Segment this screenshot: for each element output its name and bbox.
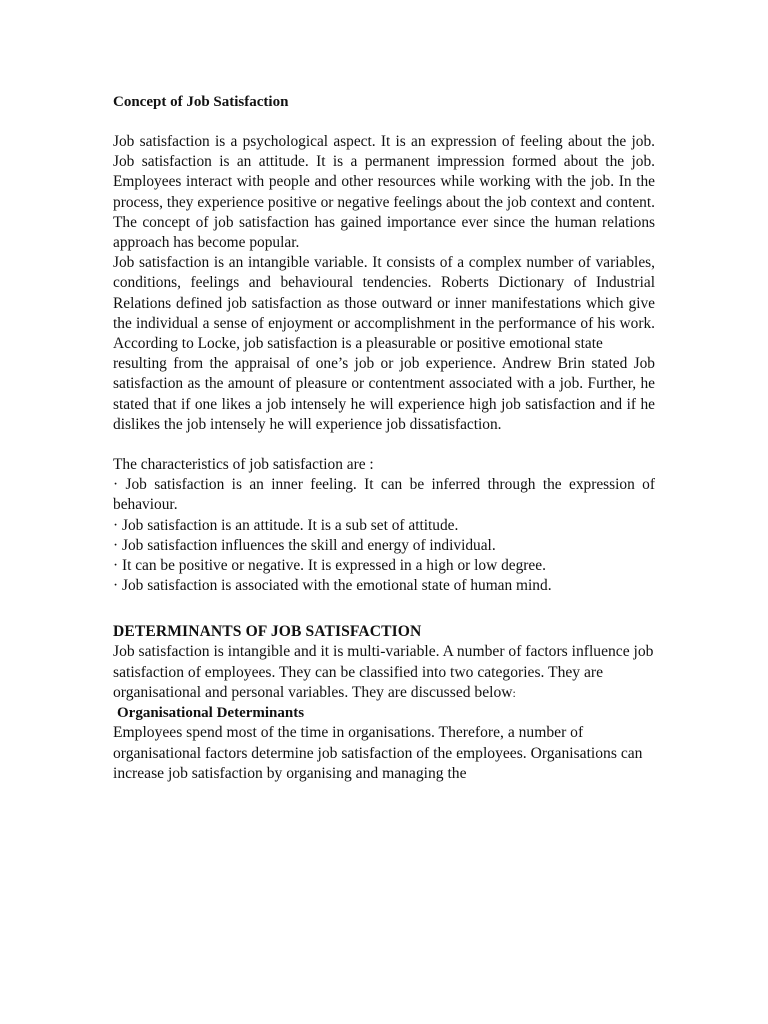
characteristic-item-1: · Job satisfaction is an inner feeling. It can be inferred through the expression of behaviour. [113,476,655,514]
characteristic-item-4: · It can be positive or negative. It is expressed in a high or low degree. [113,557,546,575]
characteristic-item-2: · Job satisfaction is an attitude. It is a sub set of attitude. [113,516,459,534]
section-paragraph-text: Job satisfaction is intangible and it is multi-variable. A number of factors influence job satisfaction of employees. They can be classified into two categories. They are organisational and personal variables. They are discussed below [113,643,654,702]
characteristics-intro: The characteristics of job satisfaction are : [113,456,374,474]
paragraph-1: Job satisfaction is a psychological aspect. It is an expression of feeling about the job. Job satisfaction is an attitude. It is a permanent impression formed about the job. Employees interact with people and other resources while working with the job. In the process, they experience positive or negative feelings about the job context and content. The concept of job satisfaction has gained importance ever since the human relations approach has become popular. [113,133,655,252]
spacer [113,112,655,132]
paragraph-3: resulting from the appraisal of one’s job or job experience. Andrew Brin stated Job satisfaction as the amount of pleasure or contentment associated with a job. Further, he stated that if one likes a job intensely he will experience high job satisfaction and if he dislikes the job intensely he will experience job dissatisfaction. [113,355,655,433]
section-paragraph [113,642,655,703]
spacer [113,435,655,455]
characteristic-item-3: · Job satisfaction influences the skill and energy of individual. [113,536,496,554]
spacer [113,596,655,622]
document-page [113,92,655,784]
paragraph-2: Job satisfaction is an intangible variable. It consists of a complex number of variables, conditions, feelings and behavioural tendencies. Roberts Dictionary of Industrial Relations defined job satisfaction as those outward or inner manifestations which give the individual a sense of enjoyment or accomplishment in the performance of his work. According to Locke, job satisfaction is a pleasurable or positive emotional state [113,254,655,353]
sub-paragraph: Employees spend most of the time in organisations. Therefore, a number of organisational factors determine job satisfaction of the employees. Organisations can increase job satisfaction by organising and managing the [113,724,643,782]
section-paragraph-colon: : [512,686,516,701]
subheading: Organisational Determinants [117,705,305,722]
section-heading: DETERMINANTS OF JOB SATISFACTION [113,623,422,641]
document-title: Concept of Job Satisfaction [113,94,289,110]
characteristic-item-5: · Job satisfaction is associated with the emotional state of human mind. [113,577,552,595]
